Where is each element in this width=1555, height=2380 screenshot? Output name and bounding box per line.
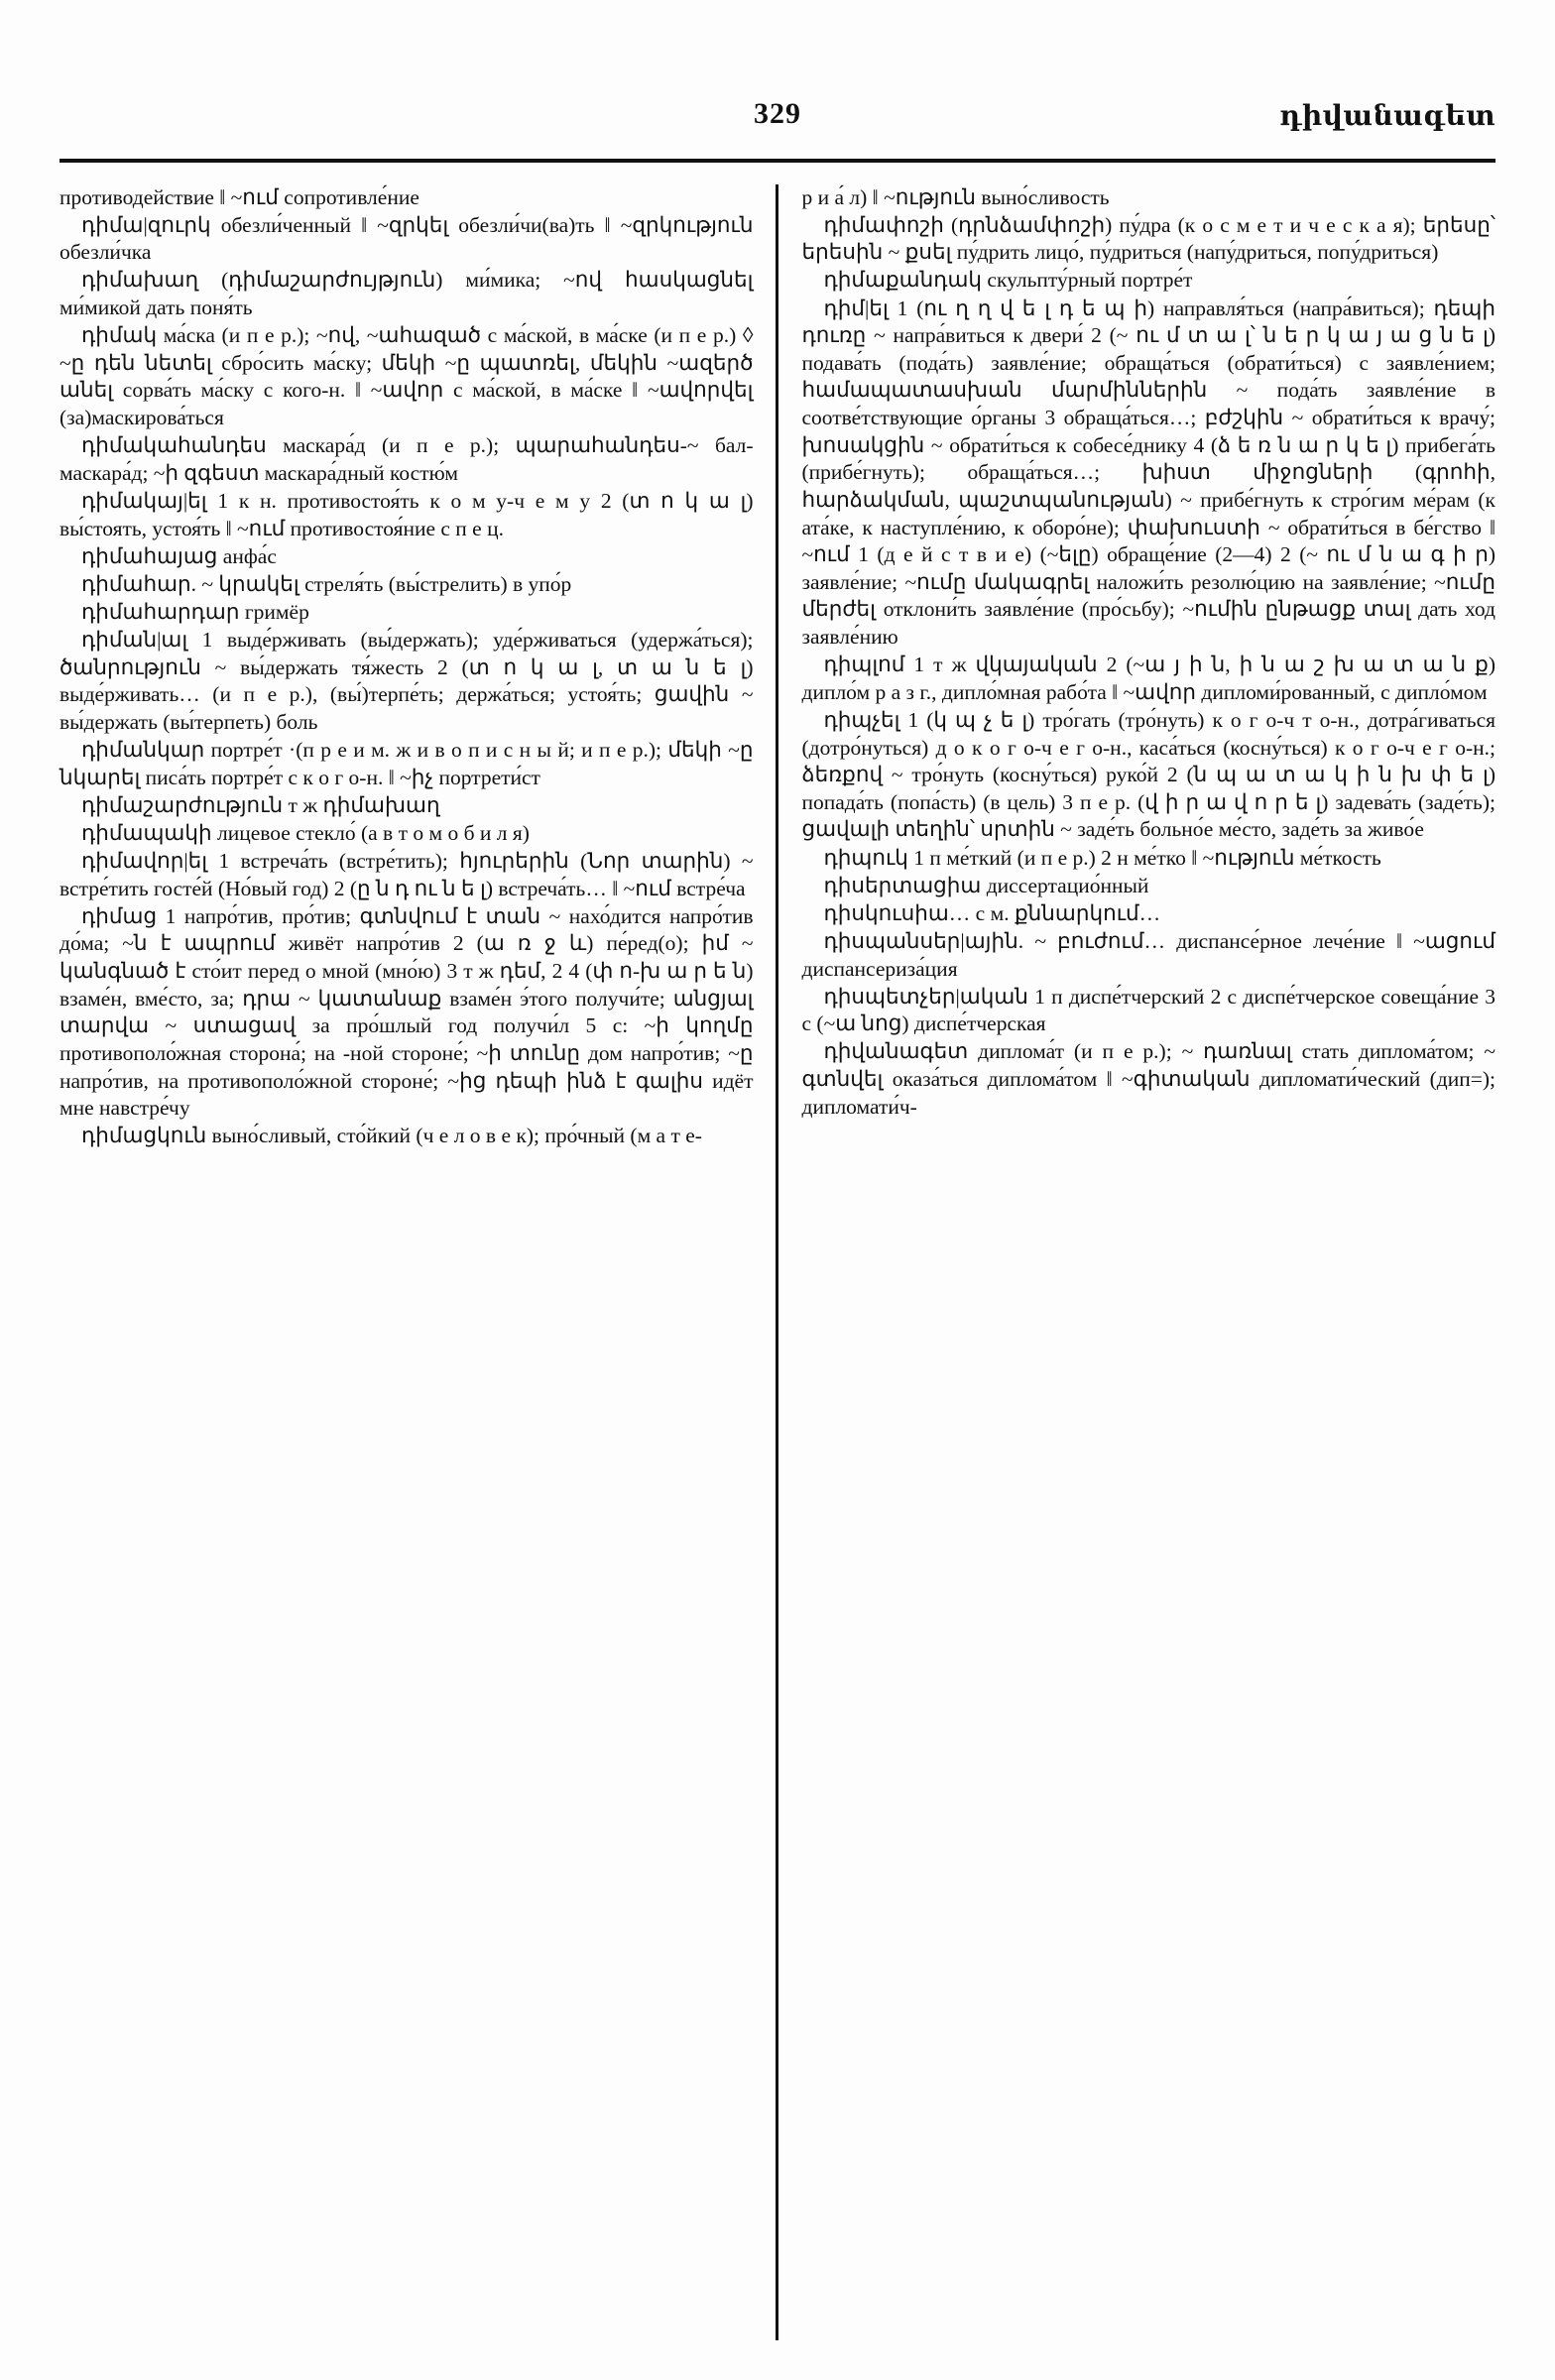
dictionary-entry: դիմակայ|ել 1 к н. противостоя́ть к о м у-ч е м у 2 (տ ո կ ա լ) вы́стоять, устоя́ть ‖ ~ում противостоя́ние с п е ц. <box>60 488 754 540</box>
left-column <box>60 184 778 2340</box>
header-rule <box>60 159 1495 163</box>
dictionary-entry: դիսպանսեր|ային. ~ բուժում… диспансе́рное лече́ние ‖ ~ացում диспансериза́ция <box>801 928 1495 981</box>
dictionary-entry: դիմակահանդես маскара́д (и п е р.); պարահանդես-~ бал-маскара́д; ~ի զգեստ маскара́дный костю́м <box>60 433 754 485</box>
dictionary-entry: դիմա|զուրկ обезли́ченный ‖ ~զրկել обезли́чи(ва)ть ‖ ~զրկություն обезли́чка <box>60 212 754 265</box>
dictionary-entry: դիմակ ма́ска (и п е р.); ~ով, ~ահազած с ма́ской, в ма́ске (и п е р.) ◊ ~ը դեն նետել сбро́сить ма́ску; մեկի ~ը պատռել, մեկին ~ազերծ անել сорва́ть ма́ску с кого-н. ‖ ~ավոր с ма́ской, в ма́ске ‖ ~ավորվել (за)маскирова́ться <box>60 323 754 429</box>
right-column <box>778 184 1496 2340</box>
dictionary-entry: դիպուկ 1 п ме́ткий (и п е р.) 2 н ме́тко ‖ ~ություն ме́ткость <box>823 845 1381 870</box>
entry-continuation: р и а́ л) ‖ ~ություն выно́сливость <box>801 185 1110 209</box>
dictionary-entry: դիսերտացիա диссертацио́нный <box>823 873 1149 897</box>
dictionary-entry: դիմացկուն выно́сливый, сто́йкий (ч е л о в е к); про́чный (м а т е- <box>81 1124 702 1148</box>
dictionary-entry: դիմահայաց анфа́с <box>81 543 277 568</box>
dictionary-entry: դիմահար. ~ կրակել стреля́ть (вы́стрелить) в упо́р <box>81 571 572 596</box>
page-header <box>60 97 1495 157</box>
running-head: դիվանագետ <box>1279 99 1495 132</box>
page-number: 329 <box>754 97 801 130</box>
dictionary-entry: դիսպետչեր|ական 1 п диспе́тчерский 2 с диспе́тчерское совеща́ние 3 с (~ա նոց) диспе́тчерская <box>801 984 1495 1036</box>
dictionary-entry: դիպլոմ 1 т ж վկայական 2 (~ա յ ի ն, ի ն ա շ խ ա տ ա ն ք) дипло́м р а з г., дипло́мная рабо́та ‖ ~ավոր дипломи́рованный, с дипло́мом <box>801 653 1495 704</box>
dictionary-entry: դիմաշարժություն т ж դիմախաղ <box>81 792 440 817</box>
entry-continuation: противодействие ‖ ~ում сопротивле́ние <box>60 185 419 209</box>
dictionary-entry: դիման|ալ 1 выде́рживать (вы́держать); уде́рживаться (удержа́ться); ծանրություն ~ вы́держать тя́жесть 2 (տ ո կ ա լ, տ ա ն ե լ) выде́рживать… (и п е р.), (вы́)терпе́ть; держа́ться; устоя́ть; ցավին ~ вы́держать (вы́терпеть) боль <box>60 628 754 734</box>
dictionary-entry: դիմախաղ (դիմաշարժույթյուն) ми́мика; ~ով հասկացնել ми́микой дать поня́ть <box>60 268 754 319</box>
dictionary-entry: դիմաքանդակ скульпту́рный портре́т <box>823 268 1193 293</box>
dictionary-entry: դիմ|ել 1 (ու ղ ղ վ ե լ դ ե պ ի) направля́ться (напра́виться); դեպի դուռը ~ напра́виться к двери́ 2 (~ ու մ տ ա լ՝ ն ե ր կ ա յ ա ց ն ե լ) подава́ть (пода́ть) заявле́ние; обраща́ться (обрати́ться) с заявле́нием; համապատասխան մարմիններին ~ пода́ть заявле́ние в соотве́тствующие о́рганы 3 обраща́ться…; բժշկին ~ обрати́ться к врачу́; խոսակցին ~ обрати́ться к собесе́днику 4 (ձ ե ռ ն ա ր կ ե լ) прибега́ть (прибе́гнуть); обраща́ться…; խիստ միջոցների (գրոհի, հարձակման, պաշտպանության) ~ прибе́гнуть к стро́гим ме́рам (к ата́ке, к наступле́нию, к оборо́не); փախուստի ~ обрати́ться в бе́гство ‖ ~ում 1 (д е й с т в и е) (~ելը) обраще́ние (2—4) 2 (~ ու մ ն ա գ ի ր) заявле́ние; ~ումը մակագրել наложи́ть резолю́цию на заявле́ние; ~ումը մերժել отклони́ть заявле́ние (про́сьбу); ~ումին ընթացք տալ дать ход заявле́нию <box>801 296 1495 649</box>
dictionary-entry: դիմանկար портре́т ·(п р е и м. ж и в о п и с н ы й; и п е р.); մեկի ~ը նկարել писа́ть портре́т с к о г о-н. ‖ ~իչ портрети́ст <box>60 738 754 789</box>
dictionary-entry: դիմապակի лицевое стекло́ (а в т о м о б и л я) <box>81 820 530 845</box>
dictionary-entry: դիմափոշի (դրնձամփոշի) пу́дра (к о с м е т и ч е с к а я); երեսը՝ երեսին ~ քսել пу́дрить лицо́, пу́дриться (напу́дриться, попу́дриться) <box>801 212 1495 265</box>
dictionary-entry: դիվանագետ диплома́т (и п е р.); ~ դառնալ стать диплома́том; ~ գտնվել оказа́ться диплома́том ‖ ~գիտական дипломати́ческий (дип=); дипломати́ч- <box>801 1039 1495 1119</box>
dictionary-entry: դիմավոր|ել 1 встреча́ть (встре́тить); հյուրերին (Նոր տարին) ~ встре́тить госте́й (Но́вый год) 2 (ը ն դ ու ն ե լ) встреча́ть… ‖ ~ում встре́ча <box>60 849 754 900</box>
dictionary-entry: դիսկուսիա… с м. քննարկում… <box>823 900 1161 925</box>
dictionary-entry: դիմահարդար гримёр <box>81 599 309 624</box>
dictionary-entry: դիպչել 1 (կ պ չ ե լ) тро́гать (тро́нуть) к о г о-ч т о-н., дотра́гиваться (дотро́нуться) д о к о г о-ч е г о-н., каса́ться (косну́ться) к о г о-ч е г о-н.; ձեռքով ~ тро́нуть (косну́ться) руко́й 2 (ն պ ա տ ա կ ի ն խ փ ե լ) попада́ть (попа́сть) (в цель) 3 п е р. (վ ի ր ա վ ո ր ե լ) задева́ть (заде́ть); ցավալի տեղին՝ սրտին ~ заде́ть больно́е ме́сто, заде́ть за живо́е <box>801 707 1495 842</box>
dictionary-entry: դիմաց 1 напро́тив, про́тив; գտնվում է տան ~ нахо́дится напро́тив до́ма; ~ն է ապրում живёт напро́тив 2 (ա ռ ջ և) пе́ред(о); իմ ~ կանգնած է сто́ит перед о мной (мно́ю) 3 т ж դեմ, 2 4 (փ ո-խ ա ր ե ն) взаме́н, вме́сто, за; դրա ~ կատանաք взаме́н э́того получи́те; անցյալ տարվա ~ ստացավ за про́шлый год получи́л 5 с: ~ի կողմը противополо́жная сторона́; на -ной стороне́; ~ի տունը дом напро́тив; ~ը напро́тив, на противополо́жной стороне́; ~ից դեպի ինձ է գալիս идёт мне навстре́чу <box>60 903 754 1121</box>
columns-container <box>60 184 1495 2340</box>
